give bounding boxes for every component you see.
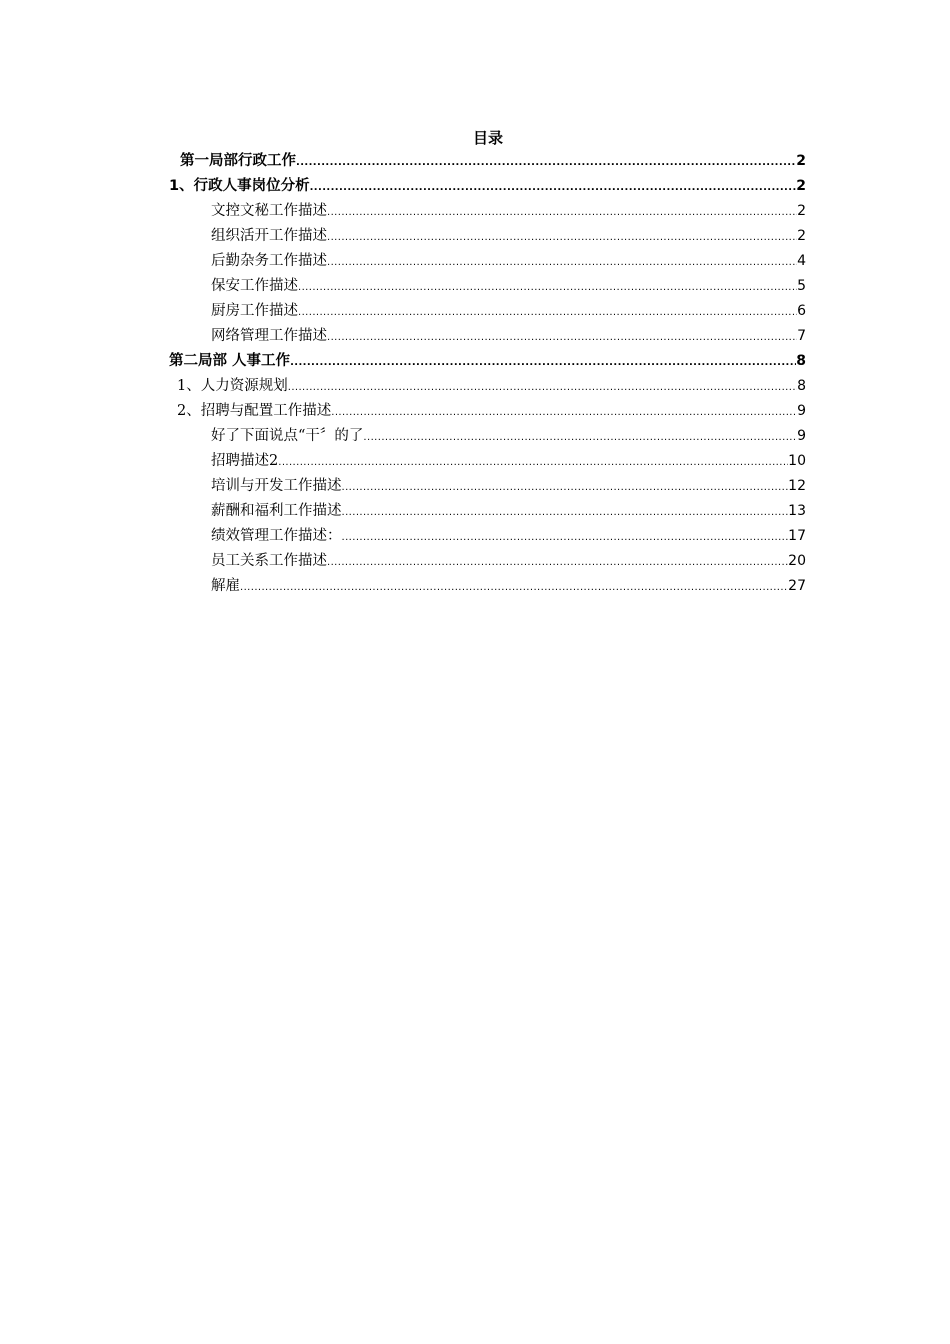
toc-entry-page: 5 [797, 278, 806, 294]
toc-entry-page: 20 [788, 553, 806, 569]
dot-leader [290, 353, 796, 373]
toc-entry[interactable] [177, 376, 806, 396]
toc-entry[interactable] [211, 426, 806, 446]
toc-entry-page: 4 [797, 253, 806, 269]
dot-leader [310, 178, 797, 198]
toc-entry-label: 第二局部 人事工作 [169, 353, 291, 369]
toc-entry-label: 组织活开工作描述 [211, 228, 327, 244]
toc-entry-label: 网络管理工作描述 [211, 328, 327, 344]
dot-leader [327, 553, 788, 573]
toc-entry-page: 17 [788, 528, 806, 544]
toc-entry-page: 13 [788, 503, 806, 519]
toc-entry[interactable] [211, 201, 806, 221]
toc-entry-page: 6 [797, 303, 806, 319]
toc-entry[interactable] [211, 551, 806, 571]
toc-entry[interactable] [211, 501, 806, 521]
toc-entry-label: 绩效管理工作描述： [211, 528, 342, 544]
toc-entry-label: 培训与开发工作描述 [211, 478, 342, 494]
toc-entry-page: 7 [797, 328, 806, 344]
dot-leader [342, 503, 789, 523]
toc-entry[interactable] [211, 576, 806, 596]
toc-entry-label: 薪酬和福利工作描述 [211, 503, 342, 519]
toc-entry-label: 员工关系工作描述 [211, 553, 327, 569]
toc-entry[interactable] [211, 451, 806, 471]
toc-entry-label: 解雇 [211, 578, 240, 594]
toc-entry[interactable] [177, 401, 806, 421]
toc-entry[interactable] [169, 351, 806, 371]
toc-entry[interactable] [211, 326, 806, 346]
toc-entry-label: 招聘描述2 [211, 453, 279, 469]
toc-entry-label: 保安工作描述 [211, 278, 298, 294]
toc-entry[interactable] [211, 526, 806, 546]
dot-leader [342, 528, 789, 548]
toc-entry-page: 9 [797, 428, 806, 444]
toc-entry-page: 8 [796, 353, 806, 369]
toc-entry-page: 10 [788, 453, 806, 469]
dot-leader [363, 428, 797, 448]
toc-entry-page: 12 [788, 478, 806, 494]
dot-leader [298, 278, 797, 298]
toc-entry-label: 1、行政人事岗位分析 [169, 178, 310, 194]
dot-leader [331, 403, 797, 423]
toc-entry[interactable] [211, 476, 806, 496]
dot-leader [240, 578, 788, 598]
dot-leader [298, 303, 797, 323]
toc-entry[interactable] [211, 226, 806, 246]
dot-leader [327, 328, 797, 348]
toc-entry-page: 2 [796, 178, 806, 194]
toc-entry-page: 2 [797, 203, 806, 219]
toc-entry-page: 2 [797, 228, 806, 244]
dot-leader [296, 153, 796, 173]
dot-leader [342, 478, 789, 498]
toc-entry-label: 厨房工作描述 [211, 303, 298, 319]
toc-entry[interactable] [169, 176, 806, 196]
toc-entry-page: 2 [796, 153, 806, 169]
toc-entry-label: 好了下面说点“干〞的了 [211, 428, 364, 444]
toc-entry-label: 2、招聘与配置工作描述 [177, 403, 332, 419]
dot-leader [327, 253, 797, 273]
toc-entry-label: 后勤杂务工作描述 [211, 253, 327, 269]
toc-entry-label: 文控文秘工作描述 [211, 203, 327, 219]
dot-leader [327, 203, 797, 223]
toc-entry-page: 8 [797, 378, 806, 394]
toc-entry[interactable] [211, 276, 806, 296]
toc-entry-label: 1、人力资源规划 [177, 378, 288, 394]
toc-entry-label: 第一局部行政工作 [180, 153, 296, 169]
toc-entry[interactable] [180, 151, 806, 171]
toc-entry[interactable] [211, 301, 806, 321]
toc-entry-page: 27 [788, 578, 806, 594]
toc-title: 目录 [472, 129, 503, 147]
toc-entry-page: 9 [797, 403, 806, 419]
dot-leader [278, 453, 788, 473]
dot-leader [327, 228, 797, 248]
toc-entry[interactable] [211, 251, 806, 271]
dot-leader [288, 378, 797, 398]
